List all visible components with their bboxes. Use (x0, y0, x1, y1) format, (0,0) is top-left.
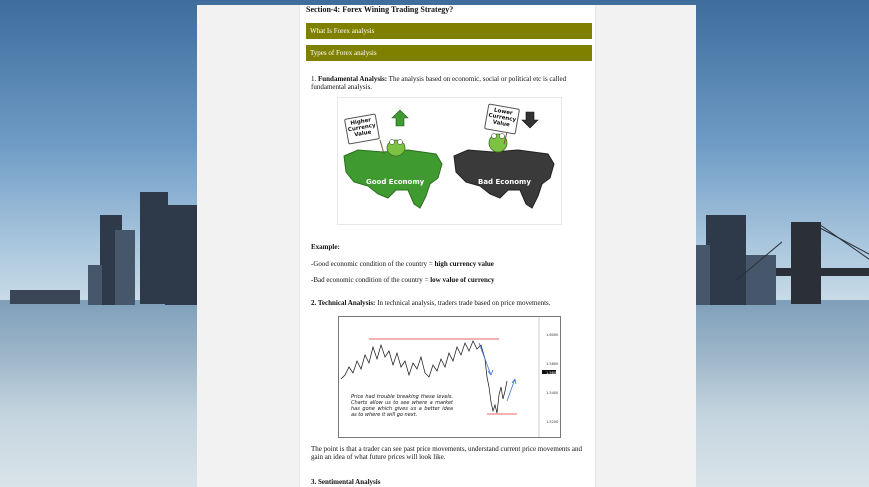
chart-annotation: Price had trouble breaking these levels. Charts allow us to see where a market has gone which gives us a better idea as to where it will go next. (351, 394, 453, 418)
page-container (197, 5, 696, 487)
accordion-types-of-forex-analysis[interactable]: Types of Forex analysis (306, 45, 592, 61)
example-line-good-bold: high currency value (434, 260, 494, 268)
example-heading: Example: (311, 243, 340, 251)
example-line-bad-text: -Bad economic condition of the country = (311, 276, 431, 284)
fundamental-analysis-paragraph (311, 75, 583, 91)
sentimental-analysis-heading: 3. Sentimental Analysis (311, 478, 381, 486)
chart-axis-label: 1.6000 (546, 333, 559, 337)
technical-text: In technical analysis, traders trade based on price movements. (375, 299, 551, 307)
chart-axis-label: 1.5200 (546, 420, 559, 424)
fundamental-number: 1. (311, 75, 317, 83)
bad-economy-label: Bad Economy (478, 178, 531, 186)
example-line-bad-bold: low value of currency (430, 276, 495, 284)
price-chart-graphic (339, 317, 560, 437)
background-scenery-right (696, 0, 869, 487)
chart-axis-label: 1.5400 (546, 391, 559, 395)
sign-higher-currency-value: Higher Currency Value (344, 113, 380, 144)
sign-lower-currency-value: Lower Currency Value (484, 103, 520, 134)
example-line-bad (311, 276, 583, 284)
technical-analysis-paragraph (311, 299, 583, 307)
up-arrow-icon (392, 110, 408, 126)
price-chart-image (338, 316, 561, 438)
background-scenery-left (0, 0, 197, 487)
down-arrow-icon (522, 112, 538, 128)
chart-axis-label: 1.5800 (546, 362, 559, 366)
article-content (299, 5, 596, 487)
chart-axis-label: 1.5600 (546, 371, 559, 375)
price-movement-paragraph: The point is that a trader can see past price movements, understand current price movements and gain an idea of what future prices will look like. (311, 445, 582, 461)
technical-title: 2. Technical Analysis: (311, 299, 376, 307)
example-line-good (311, 260, 583, 268)
economy-illustration (337, 97, 562, 225)
accordion-what-is-forex-analysis[interactable]: What Is Forex analysis (306, 23, 592, 39)
good-economy-label: Good Economy (366, 178, 425, 186)
section-title: Section-4: Forex Wining Trading Strategy? (306, 5, 454, 14)
example-line-good-text: -Good economic condition of the country = (311, 260, 435, 268)
fundamental-text: The analysis based on economic, social or political etc is called fundamental analysis. (311, 75, 567, 91)
fundamental-title: Fundamental Analysis: (318, 75, 388, 83)
